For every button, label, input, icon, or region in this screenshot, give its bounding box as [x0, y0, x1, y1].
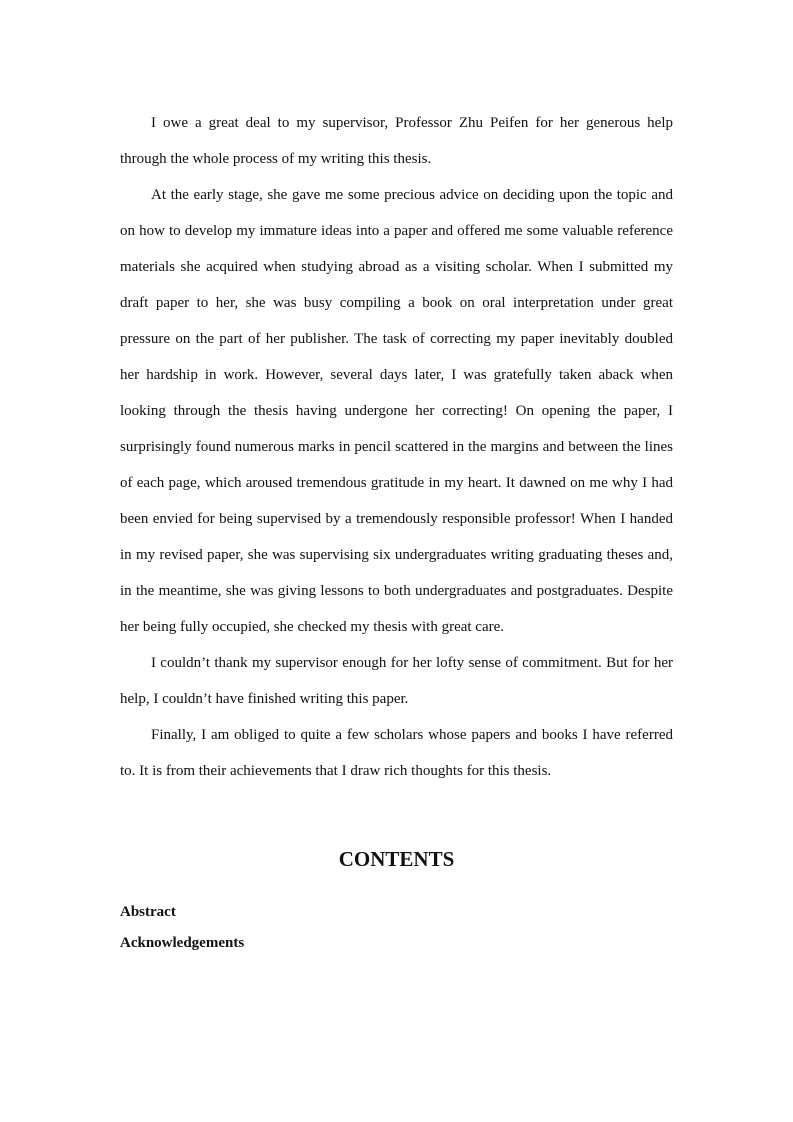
contents-heading: CONTENTS [338, 847, 455, 871]
toc-item-acknowledgements: Acknowledgements [120, 935, 245, 951]
paragraph: I couldn’t thank my supervisor enough for her lofty sense of commitment. But for her help, I couldn’t have finished writing this paper. [120, 655, 673, 707]
document-page [120, 105, 673, 959]
table-of-contents [120, 897, 673, 959]
paragraph: Finally, I am obliged to quite a few scholars whose papers and books I have referred to. It is from their achievements that I draw rich thoughts for this thesis. [120, 727, 673, 779]
paragraph: At the early stage, she gave me some precious advice on deciding upon the topic and on how to develop my immature ideas into a paper and offered me some valuable reference materials she acquired when studying abroad as a visiting scholar. When I submitted my draft paper to her, she was busy compiling a book on oral interpretation under great pressure on the part of her publisher. The task of correcting my paper inevitably doubled her hardship in work. However, several days later, I was gratefully taken aback when looking through the thesis having undergone her correcting! On opening the paper, I surprisingly found numerous marks in pencil scattered in the margins and between the lines of each page, which aroused tremendous gratitude in my heart. It dawned on me why I had been envied for being supervised by a tremendously responsible professor! When I handed in my revised paper, she was supervising six undergraduates writing graduating theses and, in the meantime, she was giving lessons to both undergraduates and postgraduates. Despite her being fully occupied, she checked my thesis with great care. [120, 187, 673, 635]
acknowledgements-body [120, 105, 673, 789]
paragraph: I owe a great deal to my supervisor, Professor Zhu Peifen for her generous help through the whole process of my writing this thesis. [120, 115, 673, 167]
toc-item-abstract: Abstract [120, 904, 176, 920]
